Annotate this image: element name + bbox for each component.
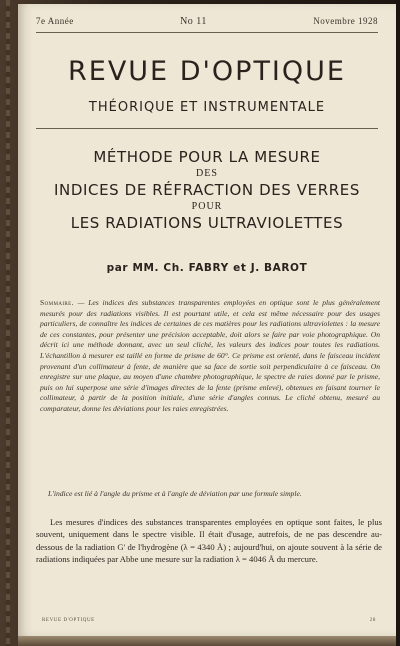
book-bottom-edge (18, 636, 396, 646)
journal-page (18, 4, 396, 636)
article-summary (40, 298, 380, 415)
article-title-line-5: LES RADIATIONS ULTRAVIOLETTES (70, 214, 344, 232)
article-title-line-1: MÉTHODE POUR LA MESURE (93, 148, 321, 166)
journal-title: REVUE D'OPTIQUE (68, 56, 346, 87)
summary-label: Sommaire. (40, 298, 74, 307)
binding-stitching (6, 0, 10, 646)
journal-subtitle: THÉORIQUE ET INSTRUMENTALE (88, 100, 326, 115)
article-title-line-4: POUR (191, 201, 223, 212)
issue-date: Novembre 1928 (313, 16, 378, 26)
article-title-line-3: INDICES DE RÉFRACTION DES VERRES (54, 181, 360, 199)
summary-text: — Les indices des substances transparentes employées en optique sont le plus généralement mesurés pour des radiations visibles. Il est pourtant utile, et cela est même nécessaire pour des usages particuliers, de connaître les indices de certaines de ces matières pour les radiations ultraviolettes : la mesure de ces constantes, pour présenter une précision acceptable, doit alors se faire par voie photographique. On décrit ici une méthode donnant, avec un seul cliché, les valeurs des indices pour toutes les radiations. L'échantillon à mesurer est taillé en forme de prisme de 60°. Ce prisme est orienté, dans le faisceau incident provenant d'un collimateur à fente, de manière que sa face de sortie soit perpendiculaire à ce faisceau. On enregistre sur une plaque, au moyen d'une chambre photographique, le spectre de raies donné par le prisme, puis on lui superpose une série d'images directes de la fente (prisme enlevé), obtenues en faisant tourner le collimateur, à partir de la position initiale, d'une série d'angles connus. Le cliché obtenu, mesuré au comparateur, donne les déviations pour les raies enregistrées. (40, 298, 380, 413)
page-footer (42, 618, 376, 623)
issue-header (36, 16, 378, 27)
issue-number: No 11 (180, 16, 207, 27)
article-title (28, 150, 386, 235)
body-paragraph: Les mesures d'indices des substances transparentes employées en optique sont faites, le plus souvent, uniquement dans le spectre visible. Il était d'usage, autrefois, de ne pas descendre au-dessous de la radiation G' de l'hydrogène (λ = 4340 Å) ; aujourd'hui, on ajoute souvent à la série de radiations indiquées par Abbe une mesure sur la radiation λ = 4046 Å du mercure. (36, 517, 382, 565)
article-title-line-2: DES (196, 168, 218, 179)
title-rule (36, 128, 378, 129)
footer-journal-name: REVUE D'OPTIQUE (42, 618, 95, 623)
page-number: 28 (369, 618, 376, 623)
issue-year: 7e Année (36, 16, 74, 26)
header-rule (36, 32, 378, 33)
summary-note: L'indice est lié à l'angle du prisme et à l'angle de déviation par une formule simple. (48, 489, 302, 498)
article-authors: par MM. Ch. FABRY et J. BAROT (106, 262, 308, 274)
